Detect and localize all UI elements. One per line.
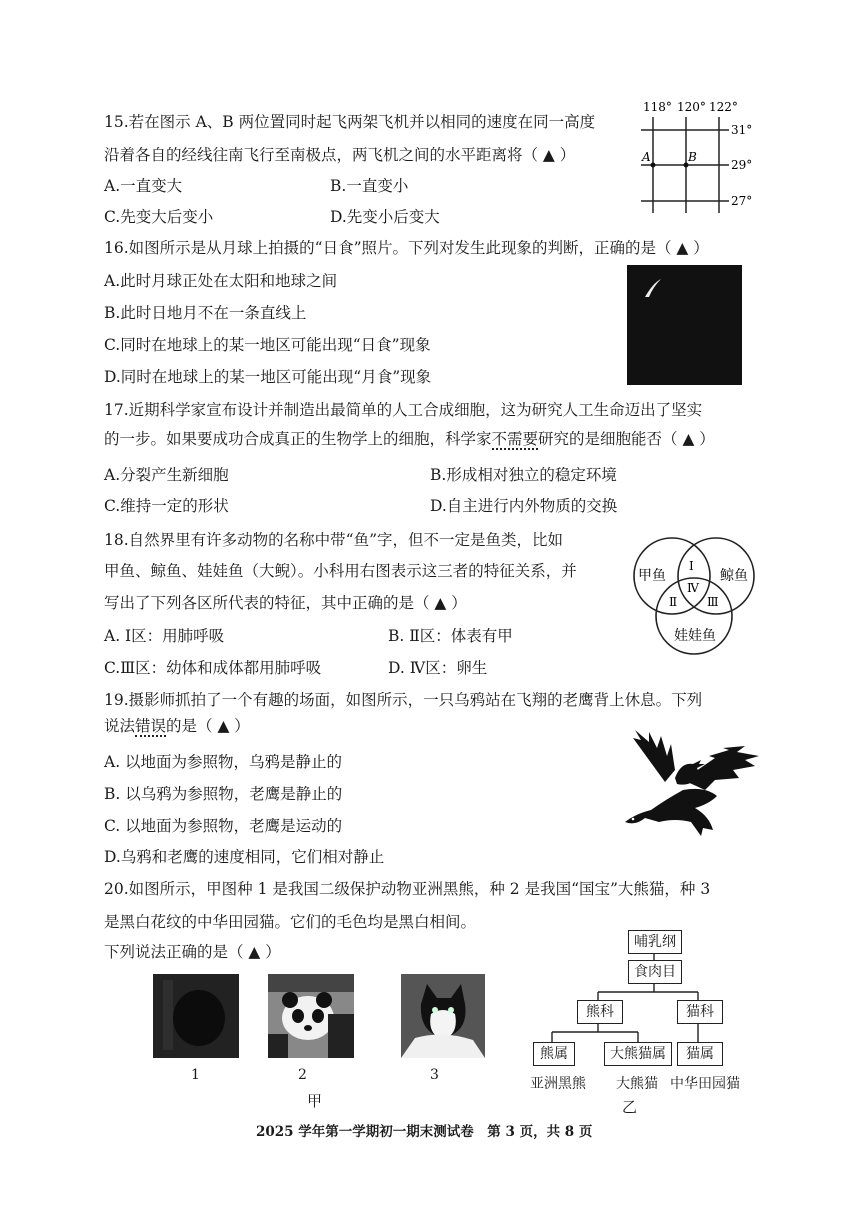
q19-option-d: D.乌鸦和老鹰的速度相同，它们相对静止 [104,848,385,866]
tree-node-genus-felis: 猫属 [677,1042,723,1066]
tree-node-order: 食肉目 [628,960,682,984]
q17-option-c: C.维持一定的形状 [104,497,229,515]
q15-option-b: B.一直变小 [330,177,409,195]
lon-label-120: 120° [677,100,706,114]
lon-label-122: 122° [709,100,738,114]
point-a-label: A [642,150,651,164]
q18-stem-line2: 甲鱼、鲸鱼、娃娃鱼（大鲵）。小科用右图表示这三者的特征关系，并 [104,562,577,580]
photo-asian-black-bear [153,974,239,1058]
venn-region-2: Ⅱ [669,595,678,609]
tree-species-giant-panda: 大熊猫 [616,1076,658,1092]
venn-diagram [624,532,764,662]
page-footer: 2025 学年第一学期初一期末测试卷 第 3 页，共 8 页 [256,1124,593,1140]
q18-option-a: A. Ⅰ区：用肺呼吸 [104,627,225,645]
lat-label-31: 31° [731,123,753,137]
q19-stem-part3: 的是（ ▲ ） [166,717,250,735]
q19-stem-line1: 19.摄影师抓拍了一个有趣的场面，如图所示，一只乌鸦站在飞翔的老鹰背上休息。下列 [104,691,703,709]
photo-chinese-domestic-cat [401,974,485,1058]
tree-node-family-bear: 熊科 [577,1000,623,1024]
lat-label-27: 27° [731,194,753,208]
tree-node-class: 哺乳纲 [628,930,682,954]
lon-label-118: 118° [643,100,672,114]
q15-option-c: C.先变大后变小 [104,208,214,226]
q19-emphasis: 错误 [135,717,167,735]
point-a [651,163,656,168]
photo-label-2: 2 [298,1067,307,1083]
q17-stem-part1: 的一步。如果要成功合成真正的生物学上的细胞，科学家 [104,430,492,448]
q18-option-b: B. Ⅱ区：体表有甲 [388,627,513,645]
venn-label-jiayu: 甲鱼 [638,568,666,584]
photo-label-1: 1 [191,1067,200,1083]
q15-lat-lon-grid [625,95,775,215]
q19-option-a: A. 以地面为参照物，乌鸦是静止的 [104,753,343,771]
q17-stem-line2 [104,429,715,449]
solar-eclipse-photo [627,265,742,385]
q16-option-c: C.同时在地球上的某一地区可能出现“日食”现象 [104,336,431,354]
point-b-label: B [688,150,697,164]
q19-stem-part1: 说法 [104,717,136,735]
figure-yi-label: 乙 [622,1098,638,1116]
tree-node-genus-ursus: 熊属 [533,1042,575,1066]
venn-region-4: Ⅳ [687,581,699,595]
q20-stem-line3: 下列说法正确的是（ ▲ ） [104,943,281,961]
tree-species-asian-black-bear: 亚洲黑熊 [530,1076,586,1092]
q17-emphasis: 不需要 [491,430,539,448]
venn-label-jingyu: 鲸鱼 [720,568,748,584]
venn-region-1: Ⅰ [689,559,694,573]
eagle-crow-illustration [605,730,765,840]
q15-option-d: D.先变小后变大 [330,208,440,226]
q17-option-d: D.自主进行内外物质的交换 [430,497,618,515]
q15-option-a: A.一直变大 [104,177,183,195]
q20-stem-line1: 20.如图所示，甲图种 1 是我国二级保护动物亚洲黑熊，种 2 是我国“国宝”大熊猫，种 3 [104,880,711,898]
q15-stem-line1: 15.若在图示 A、B 两位置同时起飞两架飞机并以相同的速度在同一高度 [104,113,596,131]
photo-label-3: 3 [430,1067,439,1083]
q17-stem-part3: 研究的是细胞能否（ ▲ ） [538,430,715,448]
tree-node-family-cat: 猫科 [677,1000,723,1024]
q18-stem-line3: 写出了下列各区所代表的特征，其中正确的是（ ▲ ） [104,594,467,612]
q19-option-b: B. 以乌鸦为参照物，老鹰是静止的 [104,785,343,803]
q18-option-c: C.Ⅲ区：幼体和成体都用肺呼吸 [104,659,322,677]
q17-option-a: A.分裂产生新细胞 [104,466,229,484]
q16-option-a: A.此时月球正处在太阳和地球之间 [104,272,338,290]
figure-jia-label: 甲 [307,1092,323,1110]
tree-species-domestic-cat: 中华田园猫 [670,1076,740,1092]
q17-option-b: B.形成相对独立的稳定环境 [430,466,617,484]
venn-region-3: Ⅲ [707,595,719,609]
photo-giant-panda [268,974,354,1058]
q16-stem: 16.如图所示是从月球上拍摄的“日食”照片。下列对发生此现象的判断，正确的是（ ▲ ） [104,239,709,257]
q20-stem-line2: 是黑白花纹的中华田园猫。它们的毛色均是黑白相间。 [104,913,477,931]
q17-stem-line1: 17.近期科学家宣布设计并制造出最简单的人工合成细胞，这为研究人工生命迈出了坚实 [104,401,703,419]
q19-stem-line2 [104,716,250,736]
q16-option-d: D.同时在地球上的某一地区可能出现“月食”现象 [104,368,432,386]
venn-label-wawayu: 娃娃鱼 [674,628,716,644]
q16-option-b: B.此时日地月不在一条直线上 [104,304,307,322]
q15-stem-line2: 沿着各自的经线往南飞行至南极点，两飞机之间的水平距离将（ ▲ ） [104,146,576,164]
tree-node-genus-ailuropoda: 大熊猫属 [604,1042,672,1066]
lat-label-29: 29° [731,158,753,172]
q18-option-d: D. Ⅳ区：卵生 [388,659,488,677]
q19-option-c: C. 以地面为参照物，老鹰是运动的 [104,817,343,835]
q18-stem-line1: 18.自然界里有许多动物的名称中带“鱼”字，但不一定是鱼类，比如 [104,531,564,549]
